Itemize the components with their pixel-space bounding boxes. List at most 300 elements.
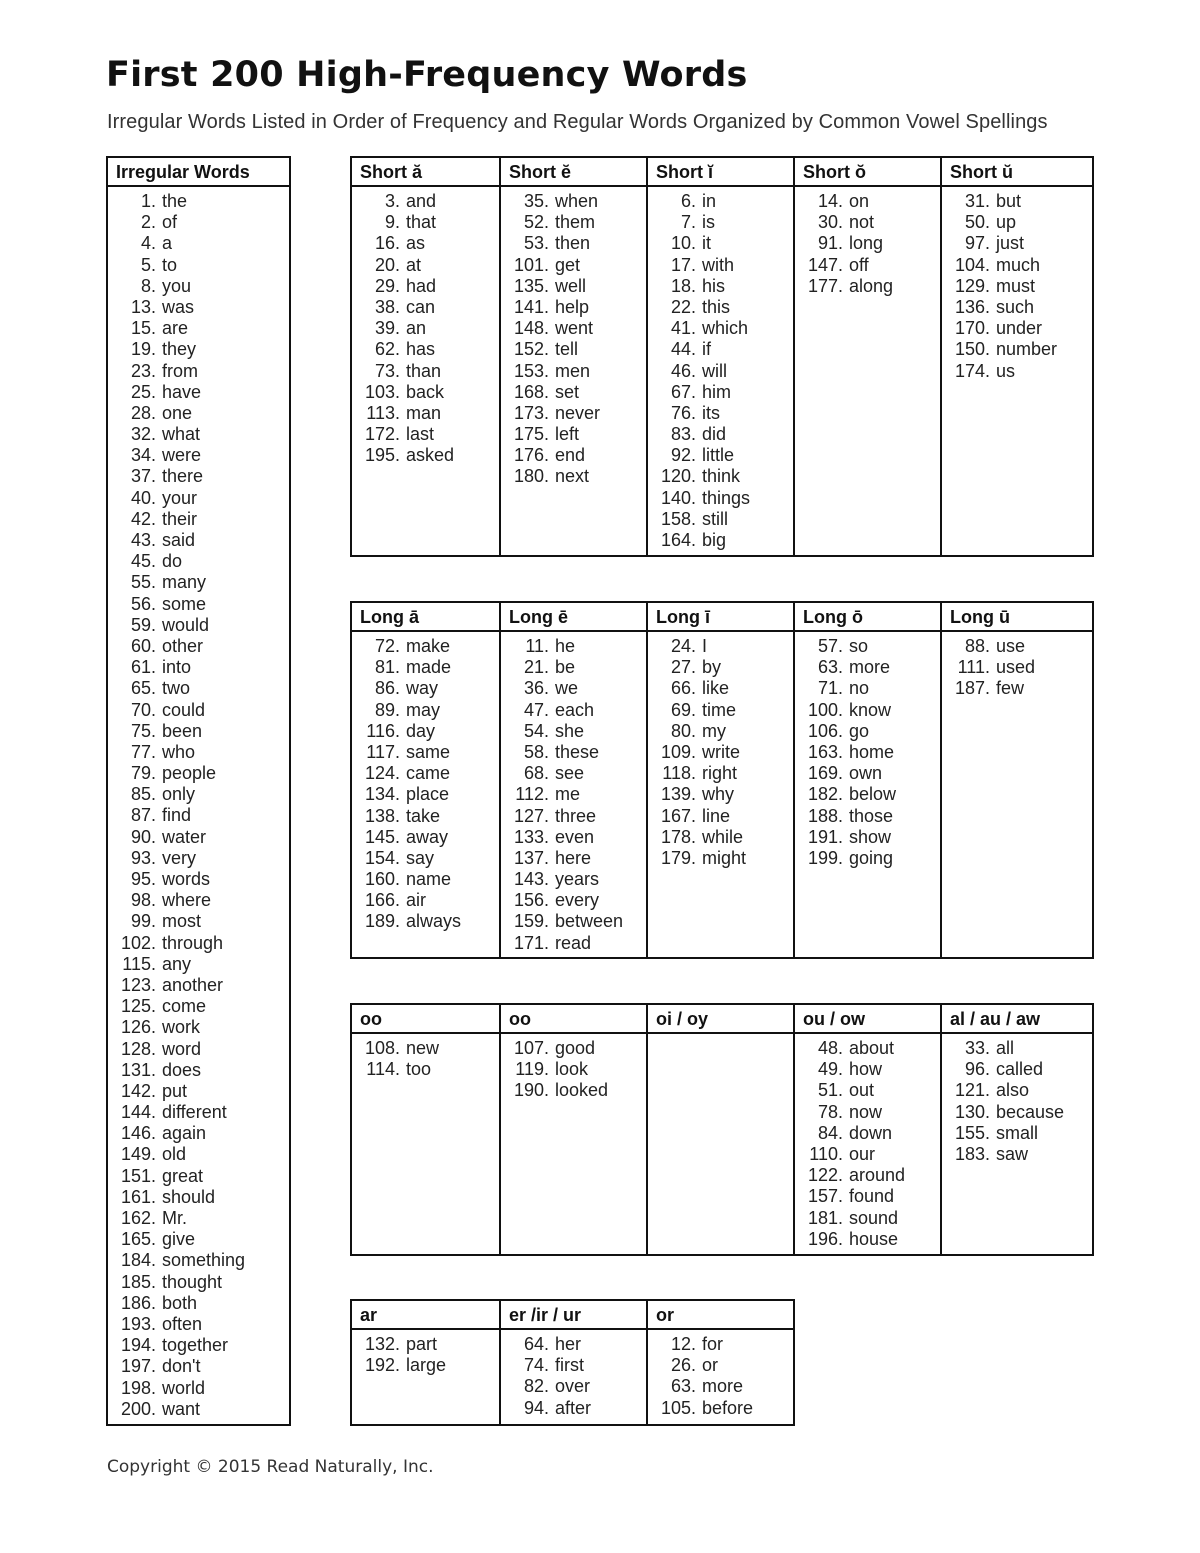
word-rank: 78. — [817, 1101, 843, 1122]
list-item — [648, 678, 793, 699]
word-rank: 140. — [660, 487, 696, 508]
list-item — [648, 657, 793, 678]
spelling-column — [793, 158, 940, 555]
word-rank: 48. — [817, 1038, 843, 1058]
spelling-column — [646, 1301, 793, 1424]
word-text: both — [162, 1292, 198, 1313]
list-item — [352, 445, 499, 466]
word-rank: 107. — [513, 1038, 549, 1058]
spelling-column-header: Short ŭ — [942, 158, 1092, 187]
spelling-word-list — [352, 632, 499, 933]
word-text: for — [702, 1334, 724, 1354]
word-rank: 130. — [954, 1101, 990, 1122]
list-item — [795, 678, 940, 699]
list-item — [108, 1293, 289, 1314]
list-item — [795, 255, 940, 276]
list-item — [108, 530, 289, 551]
word-text: did — [702, 424, 727, 445]
word-rank: 12. — [670, 1334, 696, 1354]
list-item — [501, 424, 646, 445]
list-item — [942, 361, 1092, 382]
spelling-word-list — [795, 187, 940, 297]
list-item — [108, 276, 289, 297]
word-text: just — [996, 233, 1025, 254]
word-rank: 190. — [513, 1080, 549, 1101]
list-item — [108, 1250, 289, 1271]
irregular-words-list — [108, 187, 289, 1420]
list-item — [942, 1102, 1092, 1123]
word-rank: 72. — [374, 636, 400, 656]
list-item — [501, 255, 646, 276]
word-rank: 187. — [954, 678, 990, 699]
word-text: up — [996, 212, 1017, 233]
spelling-word-list — [501, 187, 646, 488]
word-text: all — [996, 1038, 1015, 1058]
list-item — [352, 339, 499, 360]
word-rank: 102. — [120, 932, 156, 953]
list-item — [352, 1334, 499, 1355]
spelling-word-list — [795, 1034, 940, 1250]
word-text: each — [555, 699, 595, 720]
list-item — [108, 911, 289, 932]
word-rank: 105. — [660, 1397, 696, 1418]
word-text: him — [702, 381, 732, 402]
word-text: want — [162, 1398, 201, 1419]
word-rank: 23. — [130, 360, 156, 381]
list-item — [108, 1208, 289, 1229]
word-rank: 87. — [130, 805, 156, 826]
list-item — [648, 424, 793, 445]
list-item — [108, 848, 289, 869]
word-rank: 46. — [670, 360, 696, 381]
word-text: her — [555, 1334, 582, 1354]
list-item — [795, 784, 940, 805]
word-text: again — [162, 1123, 207, 1144]
list-item — [352, 742, 499, 763]
list-item — [648, 191, 793, 212]
word-text: does — [162, 1059, 202, 1080]
list-item — [108, 1229, 289, 1250]
list-item — [942, 212, 1092, 233]
word-rank: 169. — [807, 763, 843, 784]
word-text: but — [996, 191, 1022, 211]
word-rank: 51. — [817, 1080, 843, 1101]
list-item — [352, 297, 499, 318]
word-rank: 18. — [670, 275, 696, 296]
word-rank: 70. — [130, 699, 156, 720]
spelling-column-header: or — [648, 1301, 793, 1330]
word-rank: 117. — [366, 741, 400, 762]
word-text: water — [162, 826, 207, 847]
word-rank: 191. — [807, 826, 843, 847]
list-item — [501, 297, 646, 318]
word-text: help — [555, 296, 590, 317]
word-rank: 17. — [670, 254, 696, 275]
word-rank: 40. — [130, 487, 156, 508]
word-text: now — [849, 1101, 883, 1122]
list-item — [108, 339, 289, 360]
list-item — [352, 678, 499, 699]
word-text: Mr. — [162, 1208, 187, 1228]
word-rank: 122. — [807, 1165, 843, 1186]
word-rank: 82. — [523, 1376, 549, 1397]
word-text: work — [162, 1017, 201, 1038]
word-rank: 153. — [513, 360, 549, 381]
word-text: good — [555, 1038, 596, 1058]
word-text: will — [702, 360, 727, 381]
word-text: still — [702, 508, 728, 529]
word-text: if — [702, 339, 711, 360]
word-rank: 60. — [130, 635, 156, 656]
word-text: place — [406, 784, 450, 805]
word-rank: 101. — [513, 254, 549, 275]
list-item — [108, 445, 289, 466]
word-text: man — [406, 402, 442, 423]
list-item — [108, 869, 289, 890]
word-text: about — [849, 1038, 895, 1058]
word-text: one — [162, 402, 193, 423]
word-text: could — [162, 699, 206, 720]
word-text: read — [555, 932, 592, 953]
spelling-column — [499, 603, 646, 957]
list-item — [352, 255, 499, 276]
word-text: more — [702, 1376, 744, 1397]
spelling-word-list — [352, 1034, 499, 1080]
list-item — [501, 339, 646, 360]
word-rank: 16. — [374, 233, 400, 254]
list-item — [648, 848, 793, 869]
list-item — [648, 297, 793, 318]
list-item — [108, 382, 289, 403]
word-text: he — [555, 636, 576, 656]
list-item — [648, 721, 793, 742]
word-rank: 174. — [954, 360, 990, 381]
word-text: tell — [555, 339, 579, 360]
list-item — [795, 1123, 940, 1144]
list-item — [108, 1356, 289, 1377]
word-rank: 145. — [364, 826, 400, 847]
word-text: your — [162, 487, 198, 508]
list-item — [108, 1123, 289, 1144]
spelling-column-header: Long ī — [648, 603, 793, 632]
word-text: because — [996, 1101, 1065, 1122]
word-text: around — [849, 1165, 906, 1186]
word-rank: 162. — [120, 1208, 156, 1228]
word-text: can — [406, 296, 436, 317]
word-rank: 132. — [364, 1334, 400, 1354]
list-item — [501, 678, 646, 699]
word-rank: 119. — [515, 1059, 549, 1080]
word-text: there — [162, 466, 204, 487]
word-rank: 22. — [670, 296, 696, 317]
list-item — [108, 1314, 289, 1335]
word-rank: 192. — [364, 1355, 400, 1376]
word-rank: 152. — [513, 339, 549, 360]
word-text: away — [406, 826, 449, 847]
word-text: called — [996, 1059, 1044, 1080]
word-rank: 139. — [660, 784, 696, 805]
word-text: take — [406, 805, 441, 826]
word-rank: 149. — [120, 1144, 156, 1165]
word-text: so — [849, 636, 869, 656]
list-item — [108, 996, 289, 1017]
word-rank: 200. — [120, 1398, 156, 1419]
list-item — [352, 1059, 499, 1080]
word-text: too — [406, 1059, 432, 1080]
word-text: made — [406, 657, 452, 678]
word-rank: 198. — [120, 1377, 156, 1398]
list-item — [942, 276, 1092, 297]
word-rank: 61. — [130, 657, 156, 678]
word-rank: 167. — [660, 805, 696, 826]
list-item — [795, 636, 940, 657]
spelling-word-list — [352, 187, 499, 466]
list-item — [648, 233, 793, 254]
list-item — [108, 784, 289, 805]
word-rank: 193. — [120, 1313, 156, 1334]
list-item — [108, 890, 289, 911]
spelling-word-list — [352, 1330, 499, 1376]
spelling-column-header: oi / oy — [648, 1005, 793, 1034]
word-rank: 99. — [130, 911, 156, 932]
list-item — [648, 212, 793, 233]
word-rank: 44. — [670, 339, 696, 360]
list-item — [501, 806, 646, 827]
word-text: new — [406, 1038, 440, 1058]
word-rank: 159. — [513, 911, 549, 932]
word-text: great — [162, 1165, 204, 1186]
list-item — [352, 784, 499, 805]
word-text: we — [555, 678, 579, 699]
list-item — [108, 1399, 289, 1420]
word-rank: 95. — [130, 869, 156, 889]
list-item — [501, 933, 646, 954]
word-text: what — [162, 424, 201, 445]
list-item — [795, 1038, 940, 1059]
list-item — [352, 636, 499, 657]
word-text: I — [702, 636, 708, 656]
word-text: with — [702, 254, 735, 275]
word-rank: 27. — [670, 657, 696, 678]
word-text: she — [555, 720, 585, 741]
word-text: than — [406, 360, 442, 381]
word-text: its — [702, 402, 720, 423]
word-text: are — [162, 318, 189, 339]
word-rank: 160. — [364, 869, 400, 890]
spelling-column-header: Short ĭ — [648, 158, 793, 187]
word-rank: 157. — [807, 1186, 843, 1207]
word-text: after — [555, 1397, 592, 1418]
word-rank: 121. — [954, 1080, 990, 1101]
word-text: saw — [996, 1143, 1029, 1164]
word-text: may — [406, 699, 441, 720]
spelling-column-header: Long ā — [352, 603, 499, 632]
spelling-word-list — [942, 1034, 1092, 1165]
word-text: back — [406, 381, 445, 402]
list-item — [795, 212, 940, 233]
spelling-column — [499, 1301, 646, 1424]
word-text: don't — [162, 1356, 201, 1377]
word-text: do — [162, 551, 183, 572]
word-rank: 120. — [660, 466, 696, 487]
word-rank: 185. — [120, 1271, 156, 1292]
word-rank: 173. — [513, 402, 549, 423]
word-text: many — [162, 572, 207, 593]
list-item — [648, 1376, 793, 1397]
word-text: were — [162, 445, 202, 466]
spelling-column-header: Long ō — [795, 603, 940, 632]
word-text: thought — [162, 1271, 223, 1292]
word-rank: 154. — [364, 847, 400, 868]
word-text: another — [162, 974, 224, 995]
list-item — [108, 1017, 289, 1038]
word-rank: 37. — [130, 466, 156, 487]
word-rank: 158. — [660, 508, 696, 529]
spelling-column — [793, 1005, 940, 1254]
list-item — [108, 255, 289, 276]
spelling-word-list — [942, 632, 1092, 700]
word-text: not — [849, 212, 875, 233]
spelling-column — [499, 158, 646, 555]
word-text: show — [849, 826, 892, 847]
word-rank: 109. — [660, 741, 696, 762]
list-item — [108, 424, 289, 445]
list-item — [352, 382, 499, 403]
word-text: house — [849, 1228, 899, 1249]
word-rank: 113. — [366, 402, 400, 423]
word-rank: 155. — [954, 1122, 990, 1143]
word-text: by — [702, 657, 722, 678]
word-rank: 114. — [366, 1059, 400, 1080]
word-rank: 180. — [513, 466, 549, 487]
word-text: and — [406, 191, 437, 211]
spelling-column — [352, 1301, 499, 1424]
word-text: might — [702, 847, 747, 868]
word-text: how — [849, 1059, 883, 1080]
list-item — [352, 1355, 499, 1376]
word-rank: 144. — [120, 1102, 156, 1123]
word-text: more — [849, 657, 891, 678]
word-rank: 156. — [513, 890, 549, 911]
list-item — [501, 848, 646, 869]
spelling-word-list — [648, 632, 793, 869]
spelling-column-header: Long ē — [501, 603, 646, 632]
list-item — [648, 318, 793, 339]
list-item — [648, 255, 793, 276]
list-item — [501, 1080, 646, 1101]
list-item — [501, 657, 646, 678]
list-item — [108, 488, 289, 509]
word-text: very — [162, 847, 197, 868]
list-item — [795, 806, 940, 827]
word-rank: 53. — [523, 233, 549, 254]
word-text: on — [849, 191, 870, 211]
word-rank: 80. — [670, 720, 696, 741]
word-rank: 115. — [122, 953, 156, 974]
list-item — [501, 721, 646, 742]
list-item — [501, 784, 646, 805]
word-rank: 33. — [964, 1038, 990, 1058]
word-text: them — [555, 212, 596, 233]
list-item — [795, 721, 940, 742]
word-rank: 147. — [807, 254, 843, 275]
word-text: go — [849, 720, 870, 741]
word-rank: 30. — [817, 212, 843, 233]
word-text: his — [702, 275, 726, 296]
word-text: asked — [406, 445, 455, 466]
word-rank: 50. — [964, 212, 990, 233]
list-item — [352, 424, 499, 445]
list-item — [108, 212, 289, 233]
word-rank: 59. — [130, 614, 156, 635]
word-text: looked — [555, 1080, 609, 1101]
word-rank: 189. — [364, 911, 400, 932]
vowel-teams-table — [350, 1003, 1094, 1256]
long-vowels-table — [350, 601, 1094, 959]
word-rank: 137. — [513, 847, 549, 868]
word-rank: 67. — [670, 381, 696, 402]
list-item — [108, 594, 289, 615]
spelling-column — [352, 603, 499, 957]
word-rank: 69. — [670, 699, 696, 720]
word-text: like — [702, 678, 730, 699]
word-text: much — [996, 254, 1041, 275]
list-item — [795, 1229, 940, 1250]
word-rank: 148. — [513, 318, 549, 339]
word-rank: 79. — [130, 763, 156, 784]
copyright-notice: Copyright © 2015 Read Naturally, Inc. — [107, 1457, 434, 1477]
list-item — [108, 403, 289, 424]
word-text: people — [162, 763, 217, 784]
word-rank: 5. — [140, 254, 156, 275]
list-item — [501, 1334, 646, 1355]
word-rank: 36. — [523, 678, 549, 699]
word-rank: 86. — [374, 678, 400, 699]
word-rank: 181. — [807, 1207, 843, 1228]
list-item — [108, 509, 289, 530]
list-item — [108, 572, 289, 593]
word-rank: 55. — [130, 572, 156, 593]
spelling-word-list — [648, 187, 793, 551]
word-rank: 161. — [120, 1186, 156, 1207]
word-rank: 25. — [130, 381, 156, 402]
list-item — [108, 1378, 289, 1399]
spelling-column-header: Short ĕ — [501, 158, 646, 187]
word-rank: 104. — [954, 254, 990, 275]
list-item — [795, 827, 940, 848]
word-rank: 197. — [120, 1356, 156, 1377]
list-item — [501, 763, 646, 784]
word-rank: 2. — [140, 212, 156, 233]
word-text: they — [162, 339, 197, 360]
list-item — [108, 361, 289, 382]
word-rank: 151. — [120, 1165, 156, 1186]
word-text: of — [162, 212, 178, 233]
word-text: line — [702, 805, 731, 826]
word-rank: 71. — [817, 678, 843, 699]
list-item — [795, 191, 940, 212]
word-text: write — [702, 741, 741, 762]
word-rank: 20. — [374, 254, 400, 275]
word-text: always — [406, 911, 462, 932]
list-item — [942, 678, 1092, 699]
list-item — [648, 1398, 793, 1419]
list-item — [501, 361, 646, 382]
word-rank: 39. — [374, 318, 400, 339]
word-rank: 126. — [120, 1017, 156, 1038]
list-item — [942, 1123, 1092, 1144]
list-item — [108, 1039, 289, 1060]
